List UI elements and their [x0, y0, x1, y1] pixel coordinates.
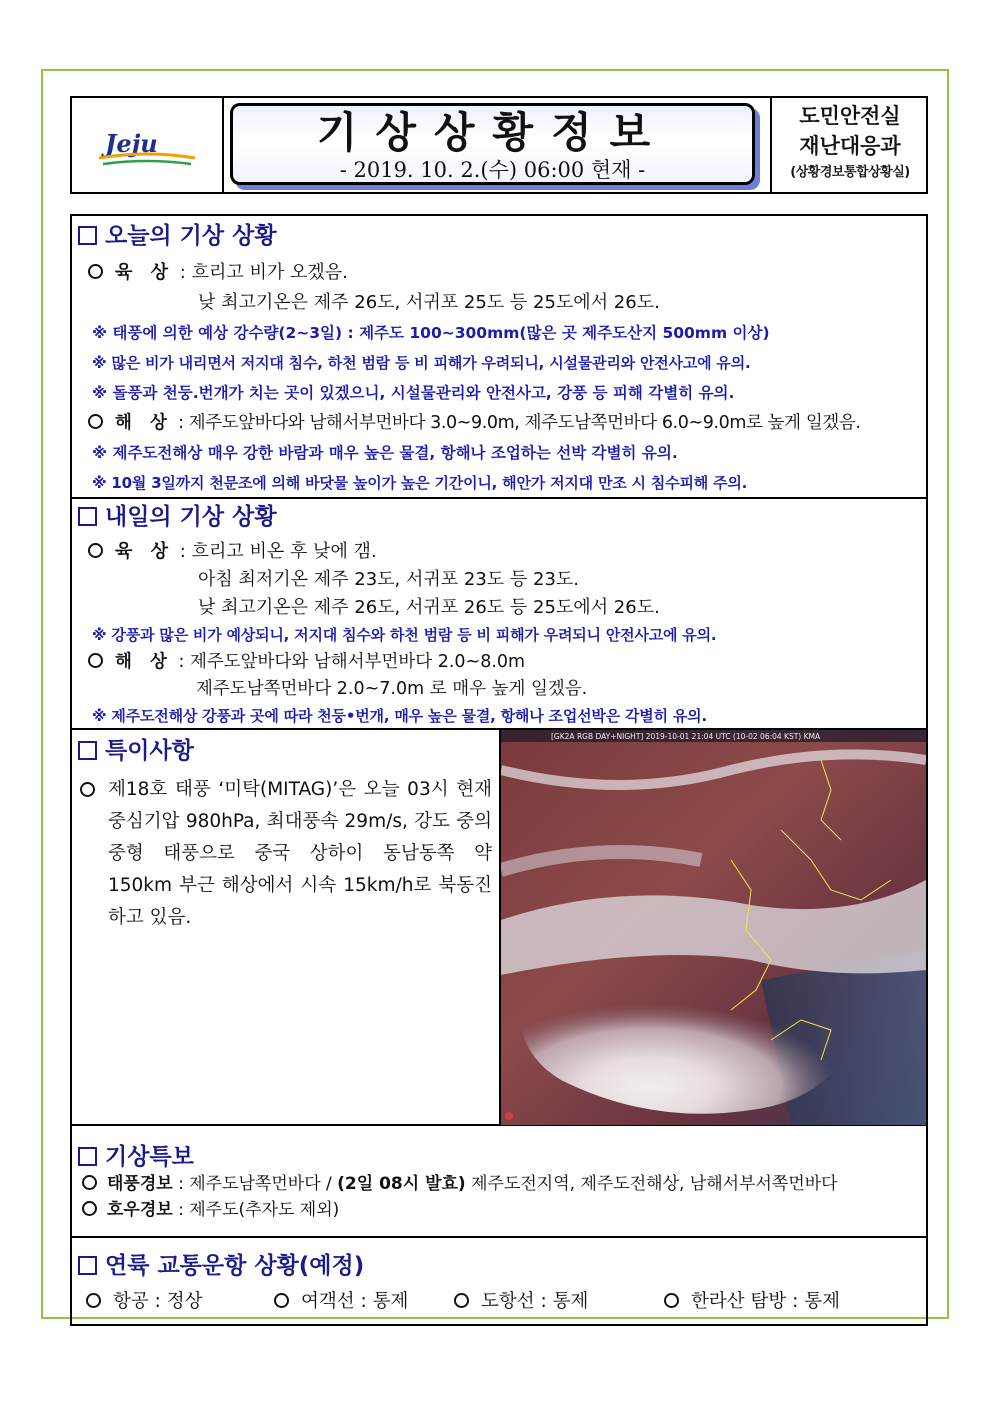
heavy-rain-warning-line: 호우경보 : 제주도(추자도 제외)	[82, 1198, 339, 1222]
circle-bullet-icon	[274, 1293, 289, 1308]
today-note-tide: ※ 10월 3일까지 천문조에 의해 바닷물 높이가 높은 기간이니, 해안가 저지대 만조 시 침수피해 주의.	[92, 474, 748, 492]
today-land-line: 육 상 : 흐리고 비가 오겠음.	[88, 261, 348, 285]
report-datetime: - 2019. 10. 2.(수) 06:00 현재 -	[339, 158, 646, 182]
tomorrow-note-rain: ※ 강풍과 많은 비가 예상되니, 저지대 침수와 하천 범람 등 비 피해가 우려되니 안전사고에 유의.	[92, 626, 717, 644]
today-section-title: 오늘의 기상 상황	[78, 221, 277, 251]
transport-ferry: 여객선 : 통제	[274, 1290, 408, 1314]
land-label: 육 상	[115, 541, 175, 562]
satellite-caption: [GK2A RGB DAY+NIGHT] 2019-10-01 21:04 UTC (10-02 06:04 KST) KMA	[551, 732, 821, 741]
divider	[72, 1236, 926, 1238]
logo-cell	[72, 98, 224, 192]
special-text: 제18호 태풍 ‘미탁(MITAG)’은 오늘 03시 현재 중심기압 980hPa, 최대풍속 29m/s, 강도 중의 중형 태풍으로 중국 상하이 동남동쪽 약 150km 부근 해상에서 시속 15km/h로 북동진하고 있음.	[108, 779, 492, 928]
tomorrow-section-title: 내일의 기상 상황	[78, 502, 277, 532]
department-line1: 도민안전실	[799, 104, 901, 128]
circle-bullet-icon	[88, 264, 103, 279]
tomorrow-land-line: 육 상 : 흐리고 비온 후 낮에 갬.	[88, 540, 377, 564]
transport-hallasan: 한라산 탐방 : 통제	[664, 1290, 840, 1314]
divider	[72, 497, 926, 499]
circle-bullet-icon	[454, 1293, 469, 1308]
circle-bullet-icon	[80, 782, 95, 797]
header	[70, 96, 928, 194]
transport-island-ferry: 도항선 : 통제	[454, 1290, 588, 1314]
circle-bullet-icon	[86, 1293, 101, 1308]
logo-text: Jeju	[105, 129, 158, 158]
today-note-sea: ※ 제주도전해상 매우 강한 바람과 매우 높은 물결, 항해나 조업하는 선박 각별히 유의.	[92, 444, 678, 462]
today-sea-line: 해 상 : 제주도앞바다와 남해서부먼바다 3.0~9.0m, 제주도남쪽먼바다 6.0~9.0m로 높게 일겠음.	[88, 411, 861, 435]
today-note-gust: ※ 돌풍과 천둥.번개가 치는 곳이 있겠으니, 시설물관리와 안전사고, 강풍 등 피해 각별히 유의.	[92, 384, 735, 402]
department-line3: (상황경보통합상황실)	[790, 165, 910, 180]
department-cell	[770, 98, 928, 192]
today-note-flood: ※ 많은 비가 내리면서 저지대 침수, 하천 범람 등 비 피해가 우려되니, 시설물관리와 안전사고에 유의.	[92, 354, 751, 372]
tomorrow-note-sea: ※ 제주도전해상 강풍과 곳에 따라 천둥•번개, 매우 높은 물결, 항해나 조업선박은 각별히 유의.	[92, 707, 707, 725]
checkbox-icon	[78, 741, 97, 760]
circle-bullet-icon	[664, 1293, 679, 1308]
transport-section-title: 연륙 교통운항 상황(예정)	[78, 1251, 364, 1281]
transport-air: 항공 : 정상	[86, 1290, 202, 1314]
title-frame	[230, 103, 755, 185]
page-title: 기상상황정보	[316, 108, 669, 157]
sea-label: 해 상	[115, 413, 173, 433]
today-note-rainfall: ※ 태풍에 의한 예상 강수량(2~3일) : 제주도 100~300mm(많은 곳 제주도산지 500mm 이상)	[92, 324, 770, 342]
circle-bullet-icon	[88, 543, 103, 558]
jeju-logo	[97, 128, 197, 168]
tomorrow-land-max: 낮 최고기온은 제주 26도, 서귀포 26도 등 25도에서 26도.	[198, 597, 660, 618]
tomorrow-land-min: 아침 최저기온 제주 23도, 서귀포 23도 등 23도.	[198, 569, 580, 590]
warnings-section-title: 기상특보	[78, 1142, 194, 1172]
special-text-block	[80, 774, 492, 934]
checkbox-icon	[78, 226, 97, 245]
checkbox-icon	[78, 507, 97, 526]
circle-bullet-icon	[88, 653, 103, 668]
main-table	[70, 214, 928, 1326]
title-cell	[222, 98, 770, 192]
department-line2: 재난대응과	[799, 134, 901, 158]
checkbox-icon	[78, 1256, 97, 1275]
typhoon-warning-line: 태풍경보 : 제주도남쪽먼바다 / (2일 08시 발효) 제주도전지역, 제주도전해상, 남해서부서쪽먼바다	[82, 1172, 838, 1196]
checkbox-icon	[78, 1147, 97, 1166]
tomorrow-sea-south: 제주도남쪽먼바다 2.0~7.0m 로 매우 높게 일겠음.	[196, 679, 588, 699]
tomorrow-sea-line: 해 상 : 제주도앞바다와 남해서부먼바다 2.0~8.0m	[88, 650, 525, 674]
land-label: 육 상	[115, 262, 175, 283]
today-land-temp: 낮 최고기온은 제주 26도, 서귀포 25도 등 25도에서 26도.	[198, 292, 660, 313]
circle-bullet-icon	[82, 1175, 97, 1190]
circle-bullet-icon	[82, 1201, 97, 1216]
satellite-image	[501, 730, 926, 1125]
special-section-title: 특이사항	[78, 736, 194, 766]
sea-label: 해 상	[115, 652, 173, 672]
circle-bullet-icon	[88, 414, 103, 429]
